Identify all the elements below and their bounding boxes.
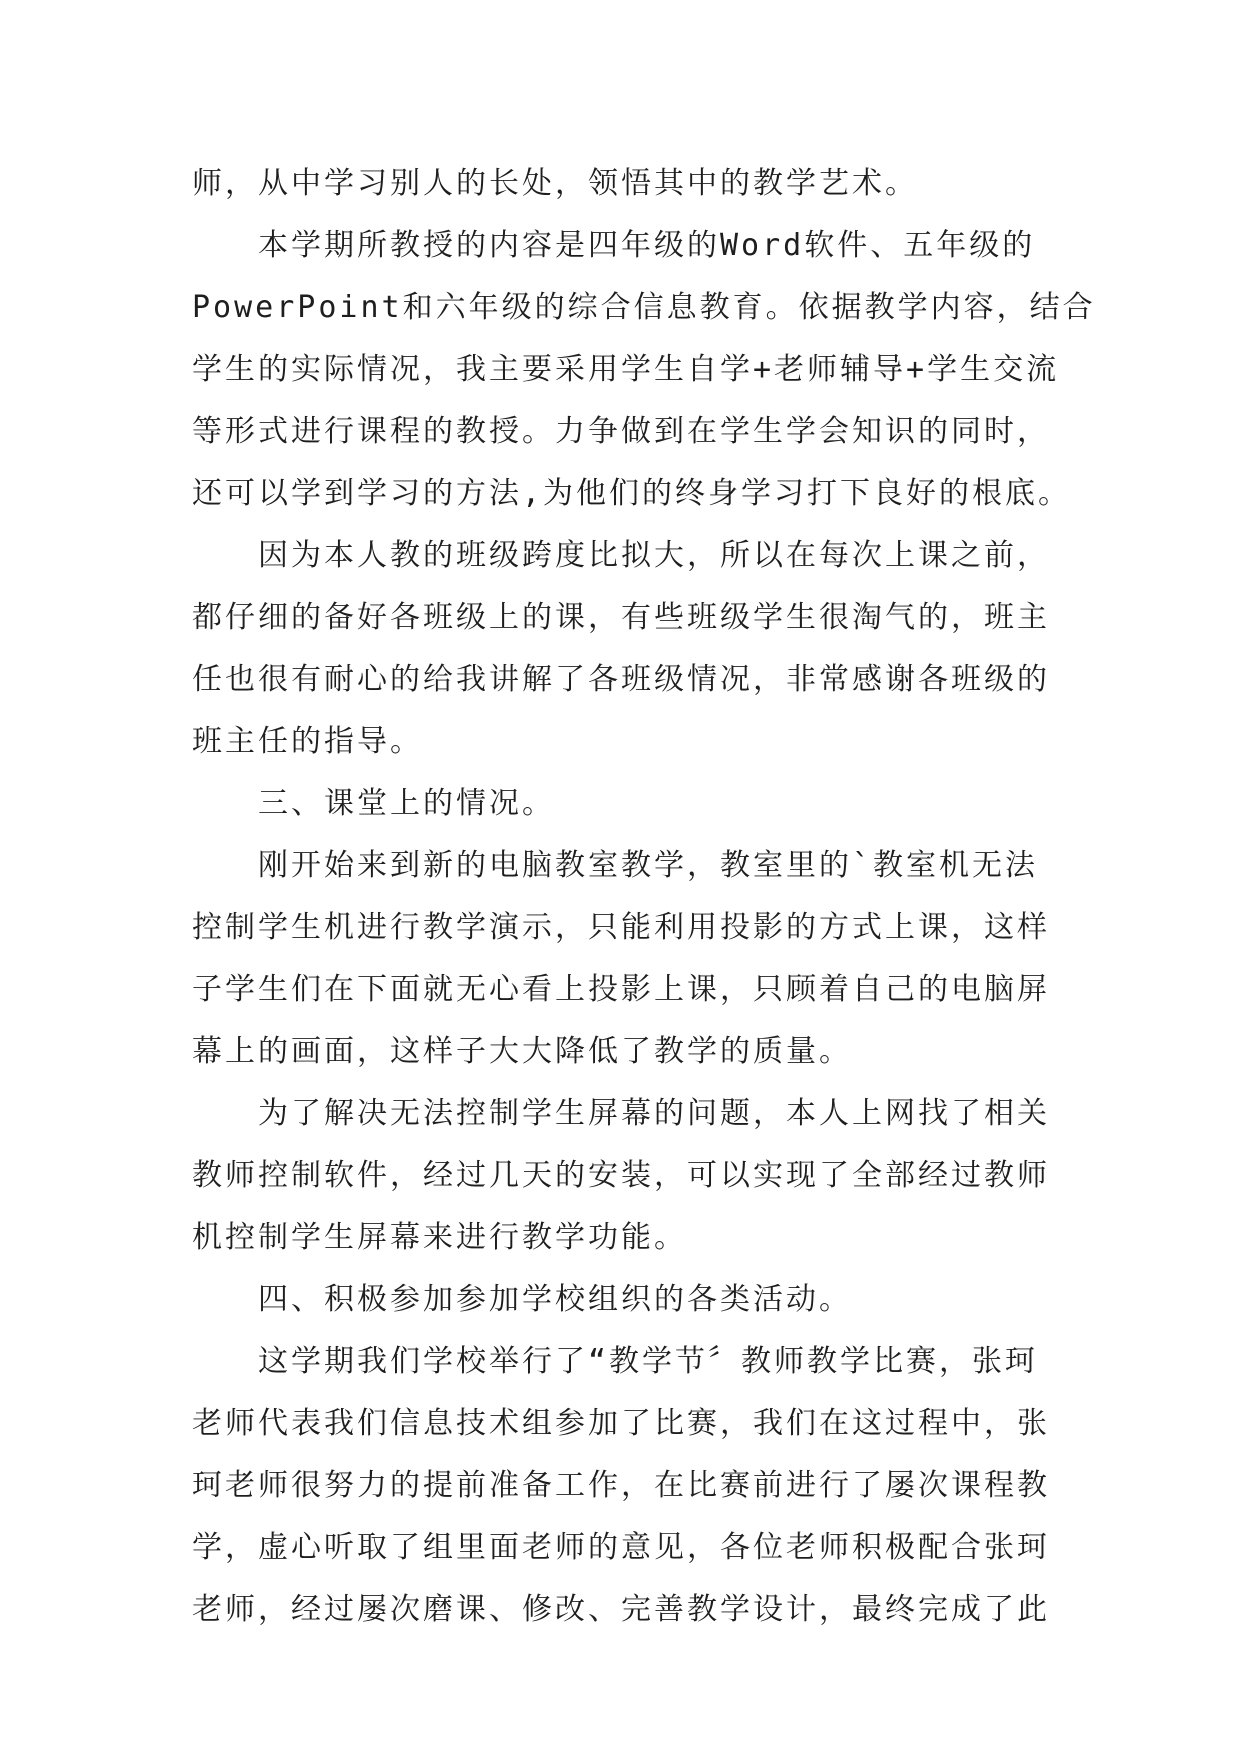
text-line: 幕上的画面，这样子大大降低了教学的质量。 <box>192 1034 852 1069</box>
text-line: 刚开始来到新的电脑教室教学，教室里的`教室机无法 <box>258 848 1039 883</box>
text-line: 机控制学生屏幕来进行教学功能。 <box>192 1220 687 1255</box>
text-line: 子学生们在下面就无心看上投影上课，只顾着自己的电脑屏 <box>192 972 1050 1007</box>
text-line: 学生的实际情况，我主要采用学生自学+老师辅导+学生交流 <box>192 352 1060 387</box>
text-line: PowerPoint和六年级的综合信息教育。依据教学内容，结合 <box>192 290 1096 325</box>
text-line: 本学期所教授的内容是四年级的Word软件、五年级的 <box>258 228 1036 263</box>
text-line: 等形式进行课程的教授。力争做到在学生学会知识的同时， <box>192 414 1050 449</box>
text-line: 这学期我们学校举行了“教学节〞教师教学比赛，张珂 <box>258 1344 1039 1379</box>
text-line: 师，从中学习别人的长处，领悟其中的教学艺术。 <box>192 166 918 201</box>
text-line: 控制学生机进行教学演示，只能利用投影的方式上课，这样 <box>192 910 1050 945</box>
text-line: 任也很有耐心的给我讲解了各班级情况，非常感谢各班级的 <box>192 662 1050 697</box>
text-line: 珂老师很努力的提前准备工作，在比赛前进行了屡次课程教 <box>192 1468 1050 1503</box>
text-line: 老师，经过屡次磨课、修改、完善教学设计，最终完成了此 <box>192 1592 1050 1627</box>
text-line: 为了解决无法控制学生屏幕的问题，本人上网找了相关 <box>258 1096 1050 1131</box>
text-line: 教师控制软件，经过几天的安装，可以实现了全部经过教师 <box>192 1158 1050 1193</box>
section-heading: 三、课堂上的情况。 <box>258 786 555 821</box>
section-heading: 四、积极参加参加学校组织的各类活动。 <box>258 1282 852 1317</box>
text-line: 班主任的指导。 <box>192 724 423 759</box>
text-line: 都仔细的备好各班级上的课，有些班级学生很淘气的，班主 <box>192 600 1050 635</box>
text-line: 学，虚心听取了组里面老师的意见，各位老师积极配合张珂 <box>192 1530 1050 1565</box>
text-line: 还可以学到学习的方法,为他们的终身学习打下良好的根底。 <box>192 476 1072 511</box>
text-line: 因为本人教的班级跨度比拟大，所以在每次上课之前， <box>258 538 1050 573</box>
text-line: 老师代表我们信息技术组参加了比赛，我们在这过程中，张 <box>192 1406 1050 1441</box>
